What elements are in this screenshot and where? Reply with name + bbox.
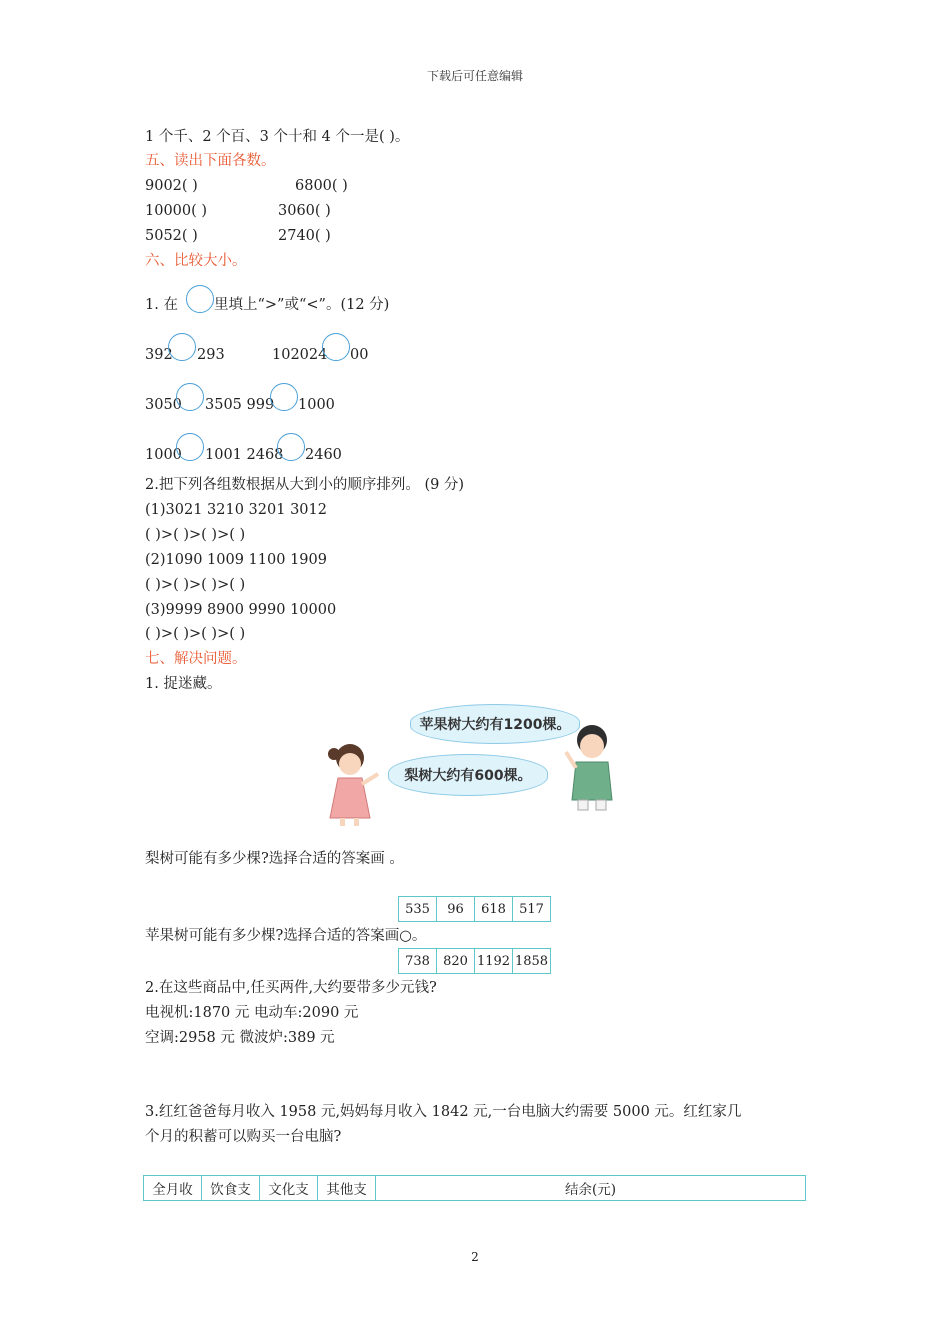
compare-circle	[322, 333, 350, 361]
read-number-item: 10000( )	[145, 203, 208, 219]
hide-and-seek-illustration	[320, 696, 630, 831]
budget-header: 结余(元)	[376, 1176, 806, 1201]
girl-figure	[328, 744, 378, 826]
apple-options-table	[398, 948, 551, 974]
page-number: 2	[471, 1250, 479, 1264]
order-group-numbers: (2)1090 1009 1100 1909	[145, 552, 327, 568]
shopping-prices-line2: 空调:2958 元 微波炉:389 元	[145, 1030, 335, 1046]
order-group-blanks: ( )>( )>( )>( )	[145, 527, 246, 543]
pear-option[interactable]: 517	[513, 897, 551, 922]
apple-option[interactable]: 1192	[475, 949, 513, 974]
apple-option[interactable]: 1858	[513, 949, 551, 974]
compare-right: 1001 2468	[205, 447, 284, 463]
shopping-prices-line1: 电视机:1870 元 电动车:2090 元	[145, 1005, 359, 1021]
compare-circle	[270, 383, 298, 411]
compare-left: 392	[145, 347, 173, 363]
compare-right: 293	[197, 347, 225, 363]
computer-question-line1: 3.红红爸爸每月收入 1958 元,妈妈每月收入 1842 元,一台电脑大约需要 5000 元。红红家几	[145, 1104, 742, 1120]
pear-option[interactable]: 535	[399, 897, 437, 922]
order-group-blanks: ( )>( )>( )>( )	[145, 577, 246, 593]
section7-title: 七、解决问题。	[145, 651, 247, 667]
compare-instruction-prefix: 1. 在	[145, 297, 178, 313]
section5-title: 五、读出下面各数。	[145, 153, 276, 169]
compare-left: 1000	[145, 447, 182, 463]
pear-question: 梨树可能有多少棵?选择合适的答案画 。	[145, 851, 404, 867]
pear-option[interactable]: 96	[437, 897, 475, 922]
compare-right: 1000	[298, 397, 335, 413]
compare-right: 00	[350, 347, 369, 363]
pear-tree-bubble: 梨树大约有600棵。	[388, 754, 548, 796]
compare-right: 2460	[305, 447, 342, 463]
read-number-item: 3060( )	[278, 203, 331, 219]
apple-option[interactable]: 738	[399, 949, 437, 974]
compare-left: 3050	[145, 397, 182, 413]
read-number-item: 5052( )	[145, 228, 198, 244]
budget-header: 饮食支	[202, 1176, 260, 1201]
compare-instruction-suffix: 里填上“>”或“<”。(12 分)	[214, 297, 390, 313]
compare-circle	[277, 433, 305, 461]
page-header: 下载后可任意编辑	[426, 69, 523, 83]
order-group-numbers: (1)3021 3210 3201 3012	[145, 502, 327, 518]
apple-tree-bubble: 苹果树大约有1200棵。	[410, 704, 580, 744]
compare-circle	[186, 285, 214, 313]
pear-option[interactable]: 618	[475, 897, 513, 922]
shopping-question: 2.在这些商品中,任买两件,大约要带多少元钱?	[145, 980, 437, 996]
compare-circle	[176, 433, 204, 461]
read-number-item: 6800( )	[295, 178, 348, 194]
budget-header: 全月收	[144, 1176, 202, 1201]
boy-figure	[566, 725, 612, 810]
budget-header: 文化支	[260, 1176, 318, 1201]
read-number-item: 9002( )	[145, 178, 198, 194]
pear-options-table	[398, 896, 551, 922]
budget-header: 其他支	[318, 1176, 376, 1201]
compare-circle	[168, 333, 196, 361]
section6-title: 六、比较大小。	[145, 253, 247, 269]
compare-circle	[176, 383, 204, 411]
read-number-item: 2740( )	[278, 228, 331, 244]
hide-and-seek-title: 1. 捉迷藏。	[145, 676, 222, 692]
compare-right: 3505 999	[205, 397, 275, 413]
compare-left: 102024	[272, 347, 328, 363]
apple-question: 苹果树可能有多少棵?选择合适的答案画○。	[145, 928, 427, 944]
order-group-numbers: (3)9999 8900 9990 10000	[145, 602, 337, 618]
order-question-title: 2.把下列各组数根据从大到小的顺序排列。 (9 分)	[145, 477, 465, 493]
apple-option[interactable]: 820	[437, 949, 475, 974]
computer-question-line2: 个月的积蓄可以购买一台电脑?	[145, 1129, 342, 1145]
budget-table	[143, 1175, 806, 1201]
thousands-question: 1 个千、2 个百、3 个十和 4 个一是( )。	[145, 129, 410, 145]
order-group-blanks: ( )>( )>( )>( )	[145, 626, 246, 642]
